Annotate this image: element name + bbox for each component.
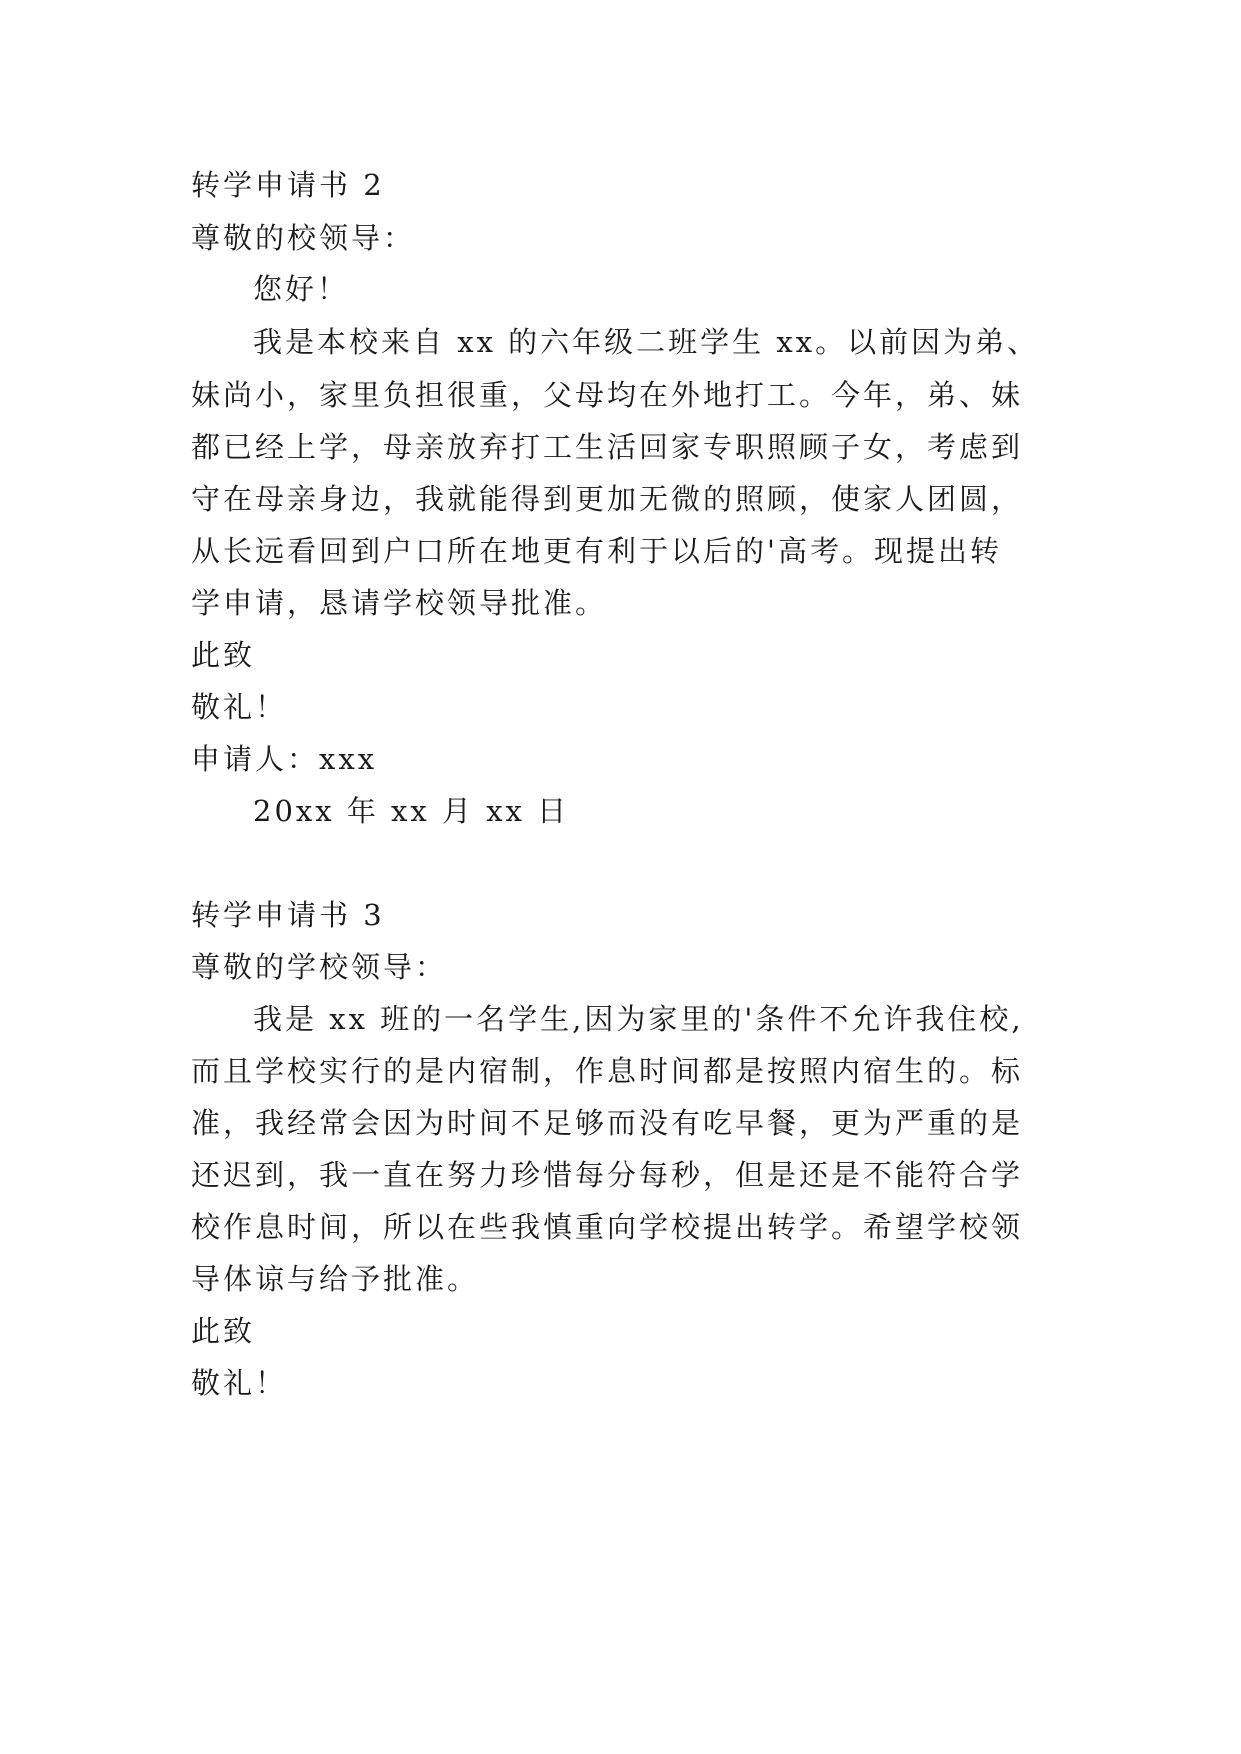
letter3-closing-1: 此致	[191, 1314, 256, 1348]
letter3-body-line: 而且学校实行的是内宿制，作息时间都是按照内宿生的。标	[191, 1054, 1024, 1088]
letter3-salutation: 尊敬的学校领导：	[191, 950, 448, 984]
letter2-body-line: 从长远看回到户口所在地更有利于以后的'高考。现提出转	[191, 534, 1002, 568]
letter3-body-line: 我是 xx 班的一名学生,因为家里的'条件不允许我住校,	[253, 1002, 1024, 1036]
letter2-title: 转学申请书 2	[191, 168, 385, 202]
letter3-body-line: 准，我经常会因为时间不足够而没有吃早餐，更为严重的是	[191, 1106, 1024, 1140]
letter3-body-line: 还迟到，我一直在努力珍惜每分每秒，但是还是不能符合学	[191, 1158, 1024, 1192]
letter2-closing-2: 敬礼！	[191, 690, 288, 724]
letter2-salutation: 尊敬的校领导：	[191, 221, 416, 255]
letter3-body-line: 导体谅与给予批准。	[191, 1262, 480, 1296]
letter2-greeting: 您好！	[253, 272, 350, 306]
letter2-body-line: 守在母亲身边，我就能得到更加无微的照顾，使家人团圆，	[191, 482, 1024, 516]
letter3-closing-2: 敬礼！	[191, 1366, 288, 1400]
letter2-applicant: 申请人：xxx	[191, 742, 378, 776]
letter2-body-line: 都已经上学，母亲放弃打工生活回家专职照顾子女，考虑到	[191, 430, 1024, 464]
letter3-title: 转学申请书 3	[191, 898, 385, 932]
letter2-body-line: 我是本校来自 xx 的六年级二班学生 xx。以前因为弟、	[253, 325, 1040, 359]
letter2-closing-1: 此致	[191, 638, 256, 672]
letter2-date: 20xx 年 xx 月 xx 日	[253, 794, 570, 828]
letter2-body-line: 学申请，恳请学校领导批准。	[191, 586, 608, 620]
letter2-body-line: 妹尚小，家里负担很重，父母均在外地打工。今年，弟、妹	[191, 378, 1024, 412]
letter3-body-line: 校作息时间，所以在些我慎重向学校提出转学。希望学校领	[191, 1210, 1024, 1244]
